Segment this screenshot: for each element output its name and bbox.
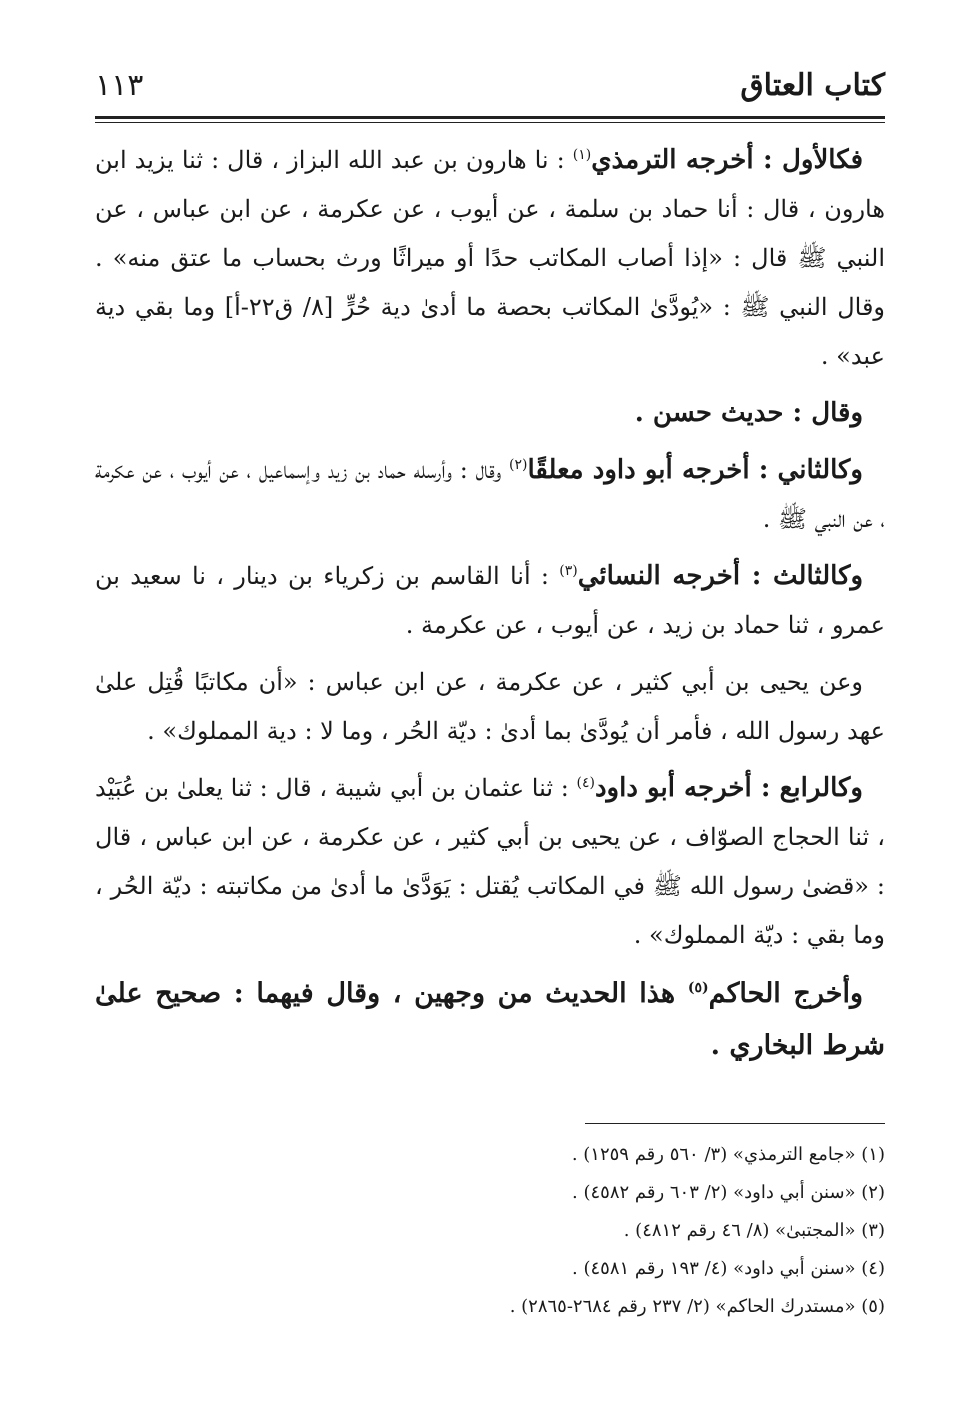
conclusion-before: وأخرج الحاكم xyxy=(708,978,863,1009)
paragraph-grading xyxy=(95,389,885,438)
paragraph-text: : ثنا عثمان بن أبي شيبة ، قال : ثنا يعلىٰ بن عُبَيْد ، ثنا الحجاج الصوّاف ، عن يحيى بن أبي كثير ، عن عكرمة ، عن ابن عباس ، قال : «قضىٰ رسول الله ﷺ في المكاتب يُقتل : يَوَدَّىٰ ما أدىٰ من مكاتبته : ديّة الحُر ، وما بقي : ديّة المملوك» . xyxy=(95,774,885,949)
footnote-separator xyxy=(585,1123,885,1124)
paragraph-lead: وقال : حديث حسن . xyxy=(634,398,863,428)
footnote-item: (٥) «مستدرك الحاكم» (٢/ ٢٣٧ رقم ٢٦٨٤-٢٨٦٥) . xyxy=(509,1296,885,1317)
footnotes xyxy=(95,1136,885,1326)
footnote-item: (٤) «سنن أبي داود» (٤/ ١٩٣ رقم ٤٥٨١) . xyxy=(572,1258,885,1279)
paragraph-text: وعن يحيى بن أبي كثير ، عن عكرمة ، عن ابن عباس : «أن مكاتبًا قُتِل علىٰ عهد رسول الله ، فأمر أن يُودَّىٰ بما أدىٰ : ديّة الحُر ، وما لا : دية المملوك» . xyxy=(95,668,885,745)
footnote-ref: (٥) xyxy=(687,980,709,996)
footnote-ref: (٣) xyxy=(559,563,578,579)
paragraph-lead: وكالرابع : أخرجه أبو داود xyxy=(594,773,863,803)
footnote-ref: (١) xyxy=(572,147,592,163)
paragraph-lead: فكالأول : أخرجه الترمذي xyxy=(591,145,863,175)
conclusion-after: هذا الحديث من وجهين ، وقال فيهما : صحيح علىٰ شرط البخاري . xyxy=(95,978,885,1061)
chapter-title: كتاب العتاق xyxy=(740,68,885,103)
paragraph-yahya-narration xyxy=(95,658,885,756)
paragraph-fourth-narration xyxy=(95,764,885,960)
paragraph-conclusion xyxy=(95,968,885,1072)
footnote-ref: (٤) xyxy=(576,775,595,791)
footnote-item: (٢) «سنن أبي داود» (٢/ ٦٠٣ رقم ٤٥٨٢) . xyxy=(572,1182,885,1203)
paragraph-text: : أنا القاسم بن زكرياء بن دينار ، نا سعيد بن عمرو ، ثنا حماد بن زيد ، عن أيوب ، عن عكرمة . xyxy=(95,562,885,639)
paragraph-third-narration xyxy=(95,552,885,650)
paragraph-second-narration xyxy=(95,446,885,544)
footnote-item: (٣) «المجتبىٰ» (٨/ ٤٦ رقم ٤٨١٢) . xyxy=(623,1220,885,1241)
paragraph-lead: وكالثالث : أخرجه النسائي xyxy=(577,561,863,591)
page-header xyxy=(95,68,885,116)
footnote-ref: (٢) xyxy=(508,457,528,473)
header-rule xyxy=(95,116,885,119)
footnote-item: (١) «جامع الترمذي» (٣/ ٥٦٠ رقم ١٢٥٩) . xyxy=(571,1144,885,1165)
paragraph-first-narration xyxy=(95,136,885,381)
paragraph-text: وقال : وأرسله حماد بن زيد وإسماعيل ، عن أيوب ، عن عكرمة ، عن النبي ﷺ . xyxy=(95,456,885,533)
book-page xyxy=(95,40,885,1380)
header-rule-thin xyxy=(95,122,885,123)
paragraph-lead: وكالثاني : أخرجه أبو داود معلقًا xyxy=(527,455,863,485)
page-number: ١١٣ xyxy=(95,68,144,103)
body-text xyxy=(95,136,885,1072)
paragraph-text: : نا هارون بن عبد الله البزاز ، قال : ثنا يزيد ابن هارون ، قال : أنا حماد بن سلمة ، عن أيوب ، عن عكرمة ، عن ابن عباس ، عن النبي ﷺ قال : «إذا أصاب المكاتب حدًا أو ميراثًا ورث بحساب ما عتق منه» . وقال النبي ﷺ : «يُودَّىٰ المكاتب بحصة ما أدىٰ دية حُرٍّ [٨/ ق٢٢-أ] وما بقي دية عبد» . xyxy=(95,146,886,370)
